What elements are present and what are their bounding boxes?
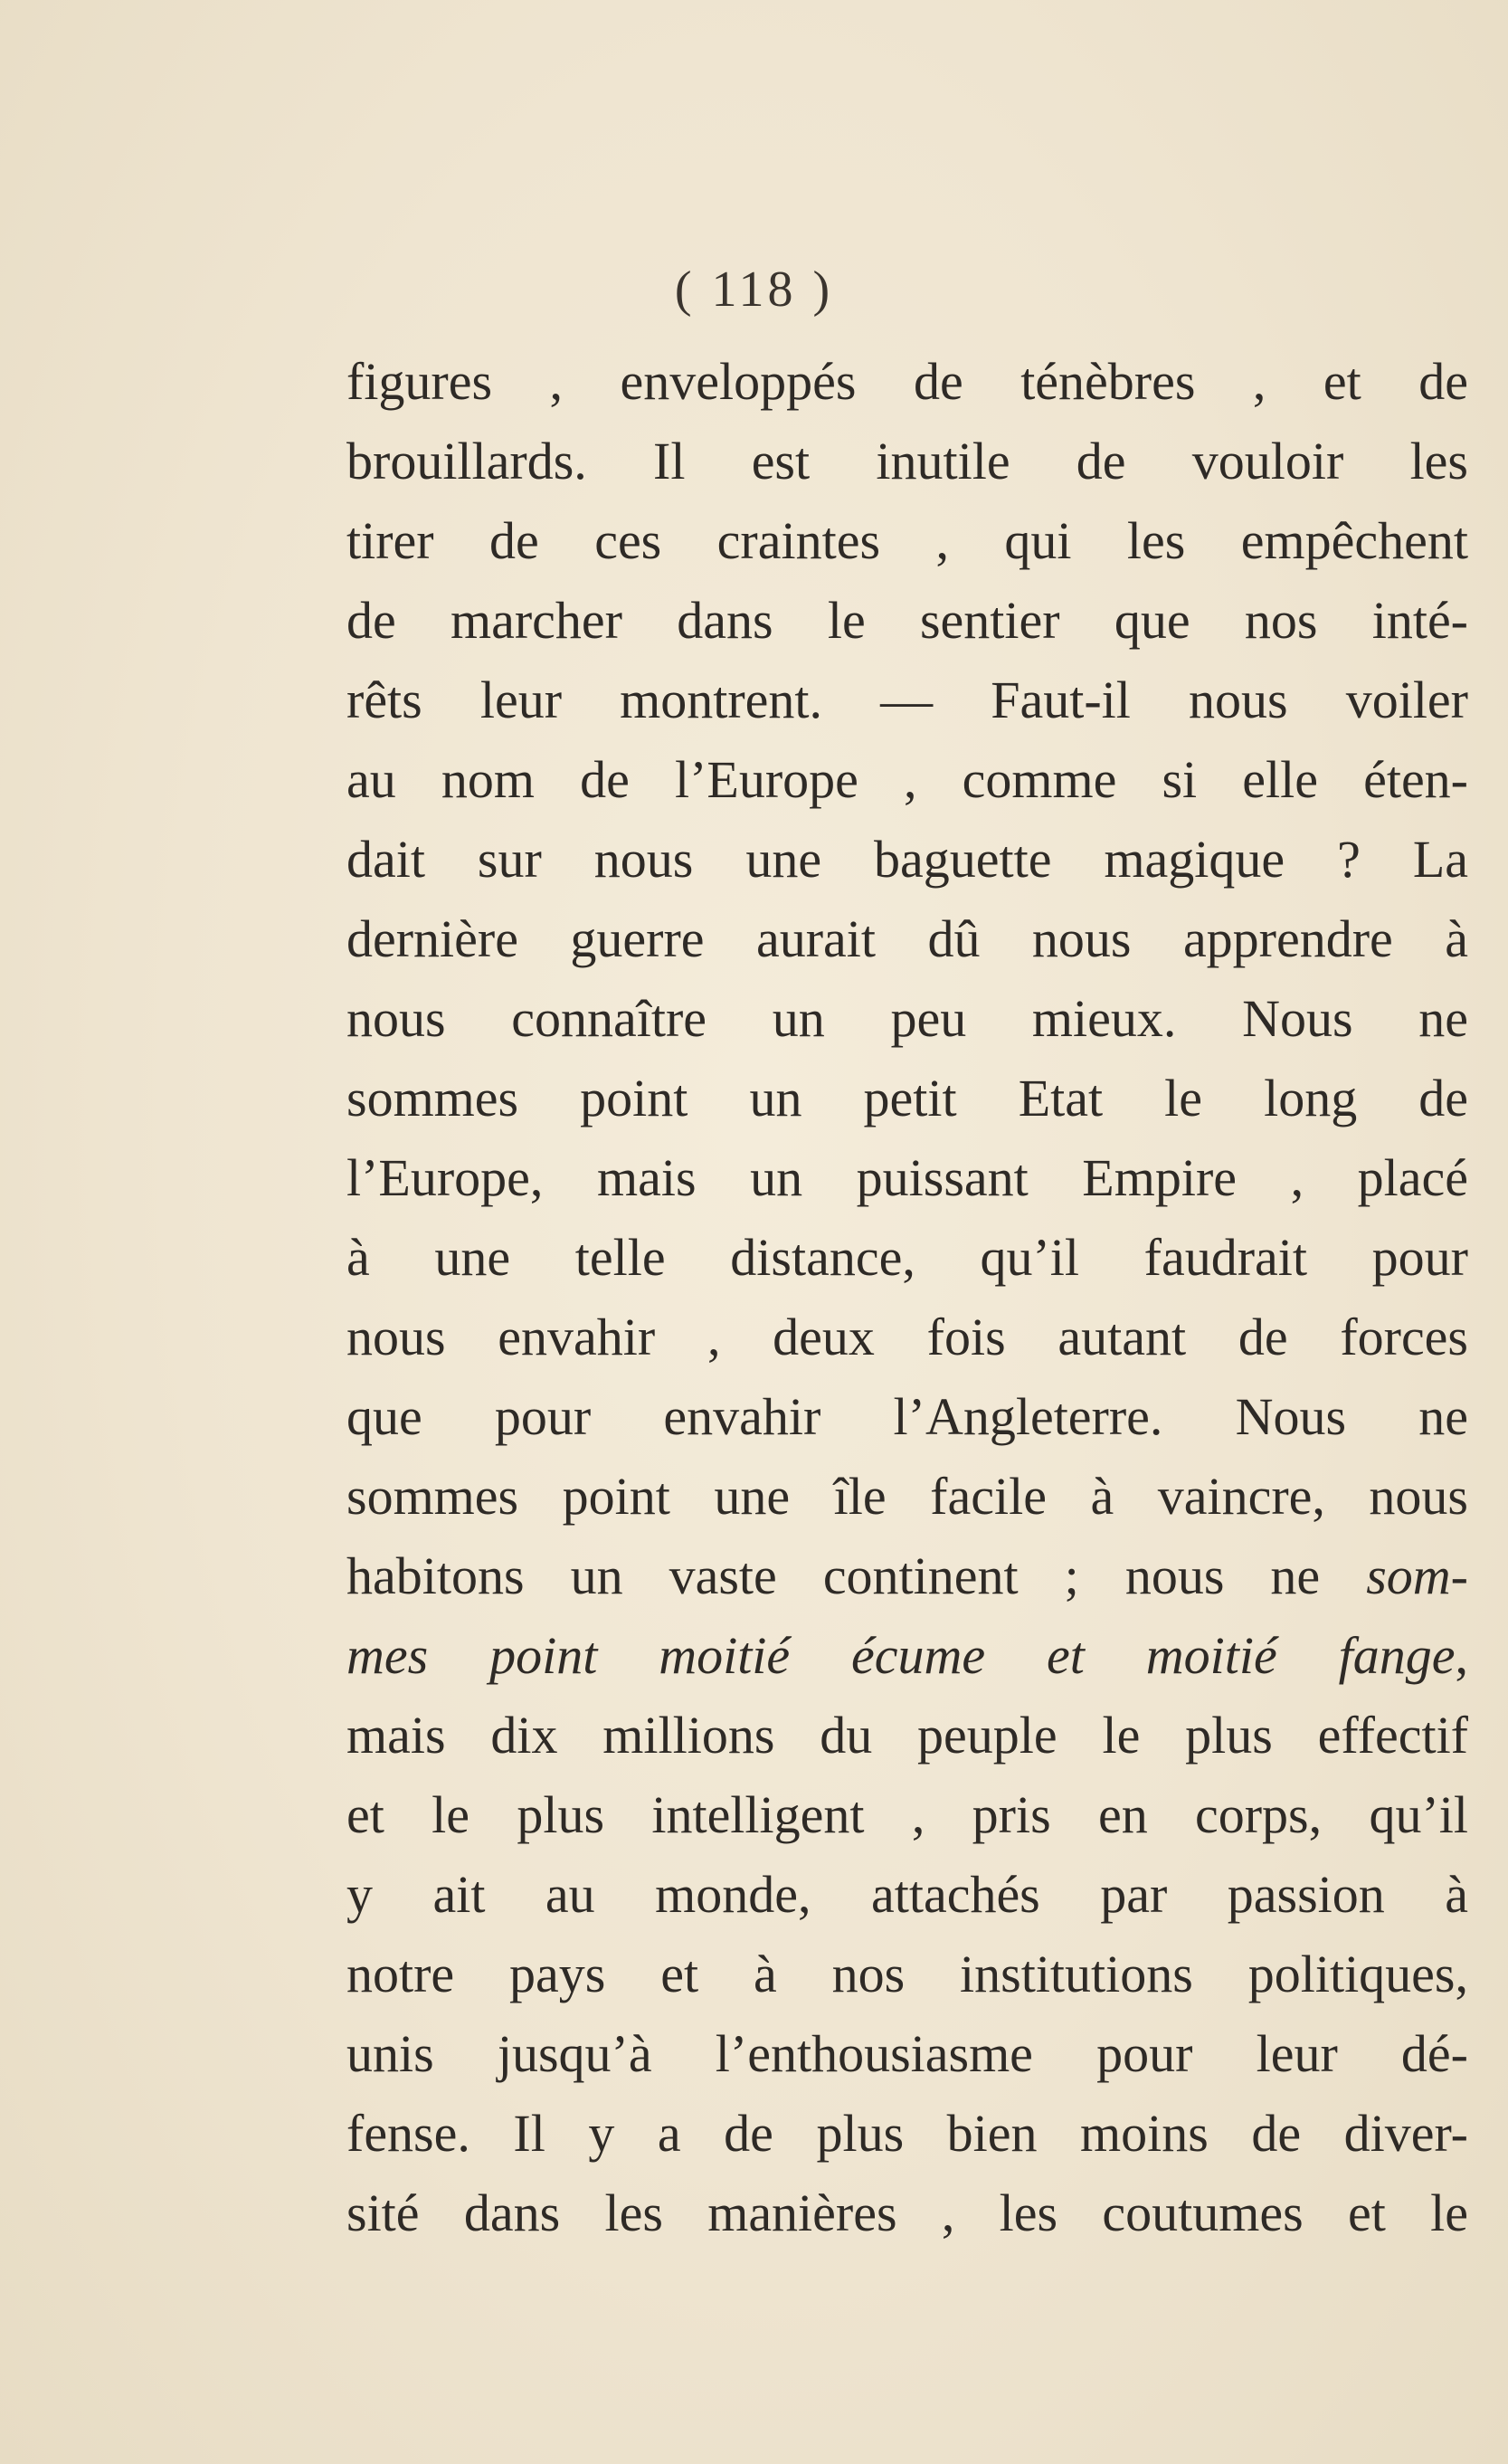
text-segment: habitons un vaste continent ; nous ne (346, 1546, 1367, 1605)
text-segment: , (1455, 1626, 1468, 1685)
text-segment: tirer de ces craintes , qui les empêchent (346, 511, 1468, 570)
text-line (346, 2094, 1468, 2174)
text-segment: de marcher dans le sentier que nos inté- (346, 591, 1468, 650)
text-line (346, 1616, 1468, 1696)
text-line (346, 820, 1468, 899)
text-segment: dernière guerre aurait dû nous apprendre à (346, 909, 1468, 968)
text-segment: dait sur nous une baguette magique ? La (346, 830, 1468, 889)
text-segment: figures , enveloppés de ténèbres , et de (346, 352, 1468, 411)
italic-text: mes point moitié écume et moitié fange (346, 1626, 1456, 1685)
text-segment: sité dans les manières , les coutumes et le (346, 2183, 1468, 2242)
text-segment: que pour envahir l’Angleterre. Nous ne (346, 1387, 1468, 1446)
text-segment: et le plus intelligent , pris en corps, qu’il (346, 1785, 1468, 1844)
text-segment: sommes point une île facile à vaincre, nous (346, 1467, 1468, 1526)
text-line (346, 1775, 1468, 1855)
text-line (346, 1457, 1468, 1536)
page-number: ( 118 ) (674, 262, 834, 318)
text-line (346, 1138, 1468, 1218)
text-segment: fense. Il y a de plus bien moins de diver- (346, 2104, 1468, 2163)
text-line (346, 1855, 1468, 1935)
text-line (346, 501, 1468, 581)
text-line (346, 740, 1468, 820)
text-segment: rêts leur montrent. — Faut-il nous voiler (346, 671, 1468, 729)
text-line (346, 1696, 1468, 1775)
text-segment: au nom de l’Europe , comme si elle éten- (346, 750, 1468, 809)
text-line (346, 1377, 1468, 1457)
text-line (346, 2014, 1468, 2094)
text-segment: brouillards. Il est inutile de vouloir les (346, 432, 1468, 490)
text-segment: nous connaître un peu mieux. Nous ne (346, 989, 1468, 1048)
italic-text: som- (1366, 1546, 1468, 1605)
text-line (346, 2174, 1468, 2253)
text-line (346, 581, 1468, 661)
text-line (346, 979, 1468, 1059)
text-line (346, 1059, 1468, 1138)
text-line (346, 1536, 1468, 1616)
text-line (346, 899, 1468, 979)
text-line (346, 1935, 1468, 2014)
text-segment: y ait au monde, attachés par passion à (346, 1865, 1468, 1924)
text-line (346, 342, 1468, 422)
text-line (346, 1218, 1468, 1298)
text-segment: l’Europe, mais un puissant Empire , placé (346, 1148, 1468, 1207)
body-text (346, 342, 1468, 2253)
text-segment: notre pays et à nos institutions politiques, (346, 1945, 1468, 2003)
text-segment: à une telle distance, qu’il faudrait pour (346, 1228, 1468, 1287)
text-line (346, 1298, 1468, 1377)
text-line (346, 661, 1468, 740)
text-segment: nous envahir , deux fois autant de forces (346, 1308, 1468, 1366)
text-segment: unis jusqu’à l’enthousiasme pour leur dé- (346, 2024, 1468, 2083)
text-segment: mais dix millions du peuple le plus effectif (346, 1706, 1468, 1765)
text-segment: sommes point un petit Etat le long de (346, 1069, 1468, 1127)
text-line (346, 422, 1468, 501)
